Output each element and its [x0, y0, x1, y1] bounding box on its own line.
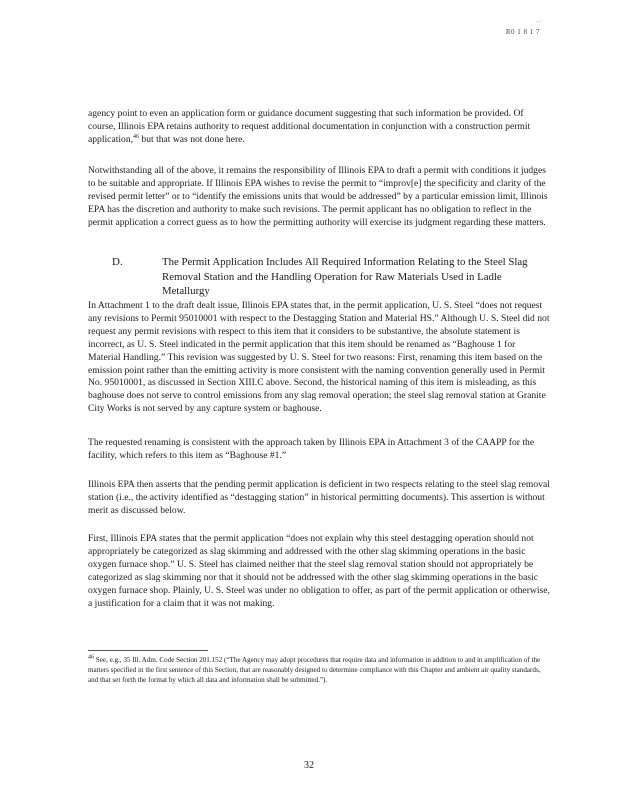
header-mark: .. — [537, 18, 540, 24]
paragraph-6: First, Illinois EPA states that the permit application “does not explain why this steel destagging operation should not appropriately be categorized as slag skimming and addressed with the other slag skimming operations in the basic oxygen furnace shop.” U. S. Steel has claimed neither that the steel slag removal station should not appropriately be categorized as slag skimming nor that it should not be addressed with the other slag skimming operations in the basic oxygen furnace shop. Plainly, U. S. Steel was under no obligation to offer, as part of the permit application or otherwise, a justification for a claim that it was not making. — [88, 533, 550, 609]
section-number: D. — [112, 256, 123, 268]
paragraph-5: Illinois EPA then asserts that the pending permit application is deficient in two respects relating to the steel slag removal station (i.e., the activity identified as “destagging station” in historical permitting documents). This assertion is without merit as discussed below. — [88, 479, 550, 516]
paragraph-3: In Attachment 1 to the draft dealt issue, Illinois EPA states that, in the permit application, U. S. Steel “does not request any revisions to Permit 95010001 with respect to the Destagging Station and Material HS.” Although U. S. Steel did not request any permit revisions with respect to this item that it considers to be substantive, the absolute statement is incorrect, as U. S. Steel indicated in the permit application that this item should be renamed as “Baghouse 1 for Material Handling.” This revision was suggested by U. S. Steel for two reasons: First, renaming this item based on the emission point rather than the emitting activity is more consistent with the naming convention generally used in Permit No. 95010001, as discussed in Section XIII.C above. Second, the historical naming of this item is misleading, as this baghouse does not serve to control emissions from any slag removal operation; the steel slag removal station at Granite City Works is not served by any capture system or baghouse. — [88, 300, 550, 415]
footnote-divider — [88, 650, 208, 651]
footnote — [88, 656, 550, 685]
paragraph-1-text: agency point to even an application form or guidance document suggesting that such information be provided. Of course, Illinois EPA retains authority to request additional documentation in conjunction with a construction permit application, — [88, 108, 531, 145]
page-number: 32 — [304, 760, 314, 771]
footnote-marker: 46 — [88, 654, 94, 661]
paragraph-1 — [88, 108, 550, 147]
footnote-text: See, e.g., 35 Ill. Adm. Code Section 201.152 (“The Agency may adopt procedures that require data and information in addition to and in amplification of the matters specified in the first sentence of this Section, that are reasonably designed to determine compliance with this Chapter and ambient air quality standards, and that set forth the format by which all data and information shall be submitted.”). — [88, 656, 541, 684]
paragraph-1-tail: but that was not done here. — [139, 133, 245, 145]
footnote-ref: 46 — [133, 133, 140, 140]
document-id: R0 1 8 1 7 — [505, 28, 540, 36]
paragraph-2: Notwithstanding all of the above, it remains the responsibility of Illinois EPA to draft a permit with conditions it judges to be suitable and appropriate. If Illinois EPA wishes to revise the permit to “improv[e] the specificity and clarity of the revised permit letter” or to “identify the emissions units that would be addressed” by a particular emission limit, Illinois EPA has the discretion and authority to make such revisions. The permit applicant has no obligation to reflect in the permit application a correct guess as to how the permitting authority will exercise its judgment regarding these matters. — [88, 165, 548, 228]
section-heading: The Permit Application Includes All Required Information Relating to the Steel Slag Removal Station and the Handling Operation for Raw Materials Used in Ladle Metallurgy — [162, 256, 528, 297]
paragraph-4: The requested renaming is consistent with the approach taken by Illinois EPA in Attachment 3 of the CAAPP for the facility, which refers to this item as “Baghouse #1.” — [88, 437, 535, 461]
